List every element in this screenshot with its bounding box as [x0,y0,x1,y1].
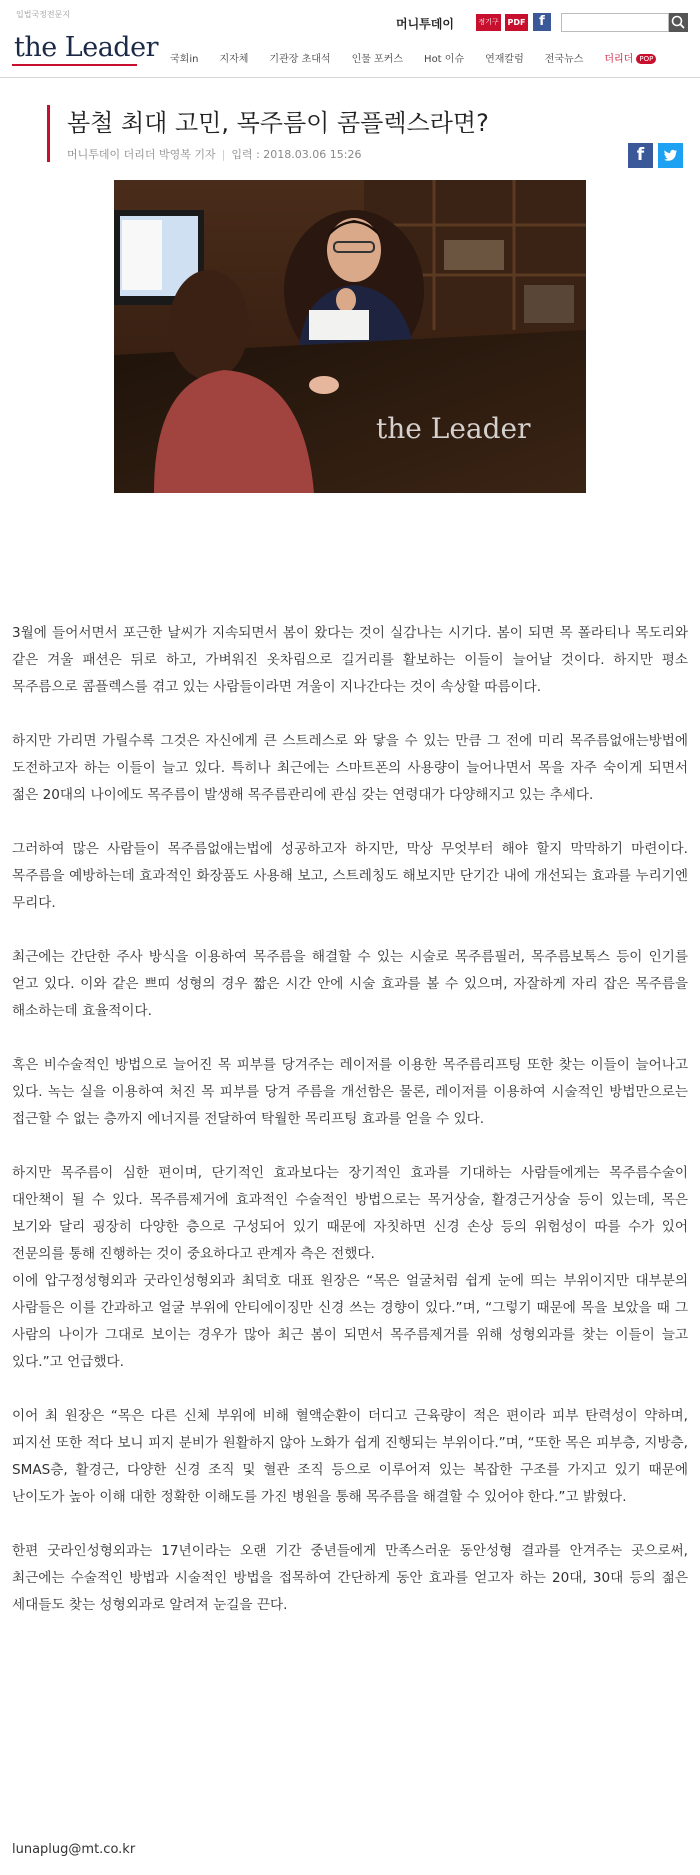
article-paragraph: 그러하여 많은 사람들이 목주름없애는법에 성공하고자 하지만, 막상 무엇부터 해야 할지 막막하기 마련이다. 목주름을 예방하는데 효과적인 화장품도 사용해 보고, 스트레칭도 해보지만 단기간 내에 개선되는 효과를 누리기엔 무리다. [12,841,688,911]
reporter-email[interactable]: lunaplug@mt.co.kr [12,1842,136,1857]
nav-item-local-gov[interactable]: 지자체 [219,54,249,65]
share-twitter-icon[interactable] [658,143,683,168]
byline-date: 입력 : 2018.03.06 15:26 [231,148,362,161]
article-paragraph: 3월에 들어서면서 포근한 날씨가 지속되면서 봄이 왔다는 것이 실감나는 시기다. 봄이 되면 목 폴라티나 목도리와 같은 겨울 패션은 뒤로 하고, 가벼워진 옷차림으로 길거리를 활보하는 이들이 늘어날 것이다. 하지만 평소 목주름으로 콤플렉스를 겪고 있는 사람들이라면 겨울이 지나간다는 것이 속상할 따름이다. [12,625,688,695]
nav-item-assembly[interactable]: 국회in [170,54,199,65]
nav-item-hot-issue[interactable]: Hot 이슈 [424,54,465,65]
pop-badge: POP [636,54,656,64]
article-body [12,620,688,1646]
article-byline [67,146,362,162]
subscribe-button[interactable]: 정기구독 [476,14,501,31]
site-logo[interactable]: the Leader [14,32,158,63]
article-photo [114,180,586,493]
pdf-button[interactable]: PDF [505,14,528,31]
logo-tagline: 입법국정전문지 [16,10,71,19]
title-accent-bar [47,105,50,162]
article-paragraph: 최근에는 간단한 주사 방식을 이용하여 목주름을 해결할 수 있는 시술로 목주름필러, 목주름보톡스 등이 인기를 얻고 있다. 이와 같은 쁘띠 성형의 경우 짧은 시간 안에 시술 효과를 볼 수 있으며, 자잘하게 자리 잡은 목주름을 해소하는데 효율적이다. [12,949,688,1019]
article-paragraph: 혹은 비수술적인 방법으로 늘어진 목 피부를 당겨주는 레이저를 이용한 목주름리프팅 또한 찾는 이들이 늘어나고 있다. 녹는 실을 이용하여 처진 목 피부를 당겨 주름을 개선함은 물론, 레이저를 이용하여 시술적인 방법만으로는 접근할 수 없는 층까지 에너지를 전달하여 탁월한 목리프팅 효과를 얻을 수 있다. [12,1057,688,1127]
article-paragraph: 하지만 목주름이 심한 편이며, 단기적인 효과보다는 장기적인 효과를 기대하는 사람들에게는 목주름수술이 대안책이 될 수 있다. 목주름제거에 효과적인 수술적인 방법으로는 목거상술, 활경근거상술 등이 있는데, 목은 보기와 달리 굉장히 다양한 층으로 구성되어 있기 때문에 자칫하면 신경 손상 등의 위험성이 따를 수가 있어 전문의를 통해 진행하는 것이 중요하다고 관계자 측은 전했다. [12,1165,688,1262]
share-facebook-icon[interactable]: f [628,143,653,168]
main-nav [170,50,677,66]
search-icon [669,13,688,32]
article-paragraph: 하지만 가리면 가릴수록 그것은 자신에게 큰 스트레스로 와 닿을 수 있는 만큼 그 전에 미리 목주름없애는방법에 도전하고자 하는 이들이 늘고 있다. 특히나 최근에는 스마트폰의 사용량이 늘어나면서 목을 자주 숙이게 되면서 젊은 20대의 나이에도 목주름이 발생해 목주름관리에 관심 갖는 연령대가 다양해지고 있는 추세다. [12,733,688,803]
brand-link[interactable]: 머니투데이 [396,17,454,31]
nav-item-the-leader-label: 더리더 [604,54,634,65]
nav-item-column[interactable]: 연재칼럼 [485,54,524,65]
article-paragraph: 이에 압구정성형외과 굿라인성형외과 최덕호 대표 원장은 “목은 얼굴처럼 쉽게 눈에 띄는 부위이지만 대부분의 사람들은 이를 간과하고 얼굴 부위에 안티에이징만 신경 쓰는 경향이 있다.”며, “그렇기 때문에 목을 보았을 때 그 사람의 나이가 그대로 보이는 경우가 많아 최근 봄이 되면서 목주름제거를 위해 성형외과를 찾는 이들이 늘고 있다.”고 언급했다. [12,1273,688,1370]
byline-author: 머니투데이 더리더 박영복 기자 [67,148,216,161]
facebook-icon[interactable]: f [533,13,551,31]
search-input[interactable] [561,13,669,32]
byline-separator: | [221,148,226,161]
nav-item-national[interactable]: 전국뉴스 [544,54,584,65]
site-header [0,0,700,78]
nav-item-the-leader[interactable] [604,50,656,66]
logo-underline [12,64,137,66]
nav-item-people[interactable]: 인물 포커스 [351,54,404,65]
article-title: 봄철 최대 고민, 목주름이 콤플렉스라면? [67,109,489,137]
nav-item-interview[interactable]: 기관장 초대석 [269,54,331,65]
photo-watermark: the Leader [376,412,531,445]
article-paragraph: 이어 최 원장은 “목은 다른 신체 부위에 비해 혈액순환이 더디고 근육량이 적은 편이라 피부 탄력성이 약하며, 피지선 또한 적다 보니 피지 분비가 원활하지 않아 노화가 쉽게 진행되는 부위이다.”며, “또한 목은 피부층, 지방층, SMAS층, 활경근, 다양한 신경 조직 및 혈관 조직 등으로 이루어져 있는 복잡한 구조를 가지고 있기 때문에 난이도가 높아 이해 대한 정확한 이해도를 가진 병원을 통해 목주름을 해결할 수 있어야 한다.”고 밝혔다. [12,1408,688,1505]
search-button[interactable] [669,13,688,32]
article-paragraph: 한편 굿라인성형외과는 17년이라는 오랜 기간 중년들에게 만족스러운 동안성형 결과를 안겨주는 곳으로써, 최근에는 수술적인 방법과 시술적인 방법을 접목하여 간단하게 동안 효과를 얻고자 하는 20대, 30대 등의 젊은 세대들도 찾는 성형외과로 알려져 눈길을 끈다. [12,1543,688,1613]
